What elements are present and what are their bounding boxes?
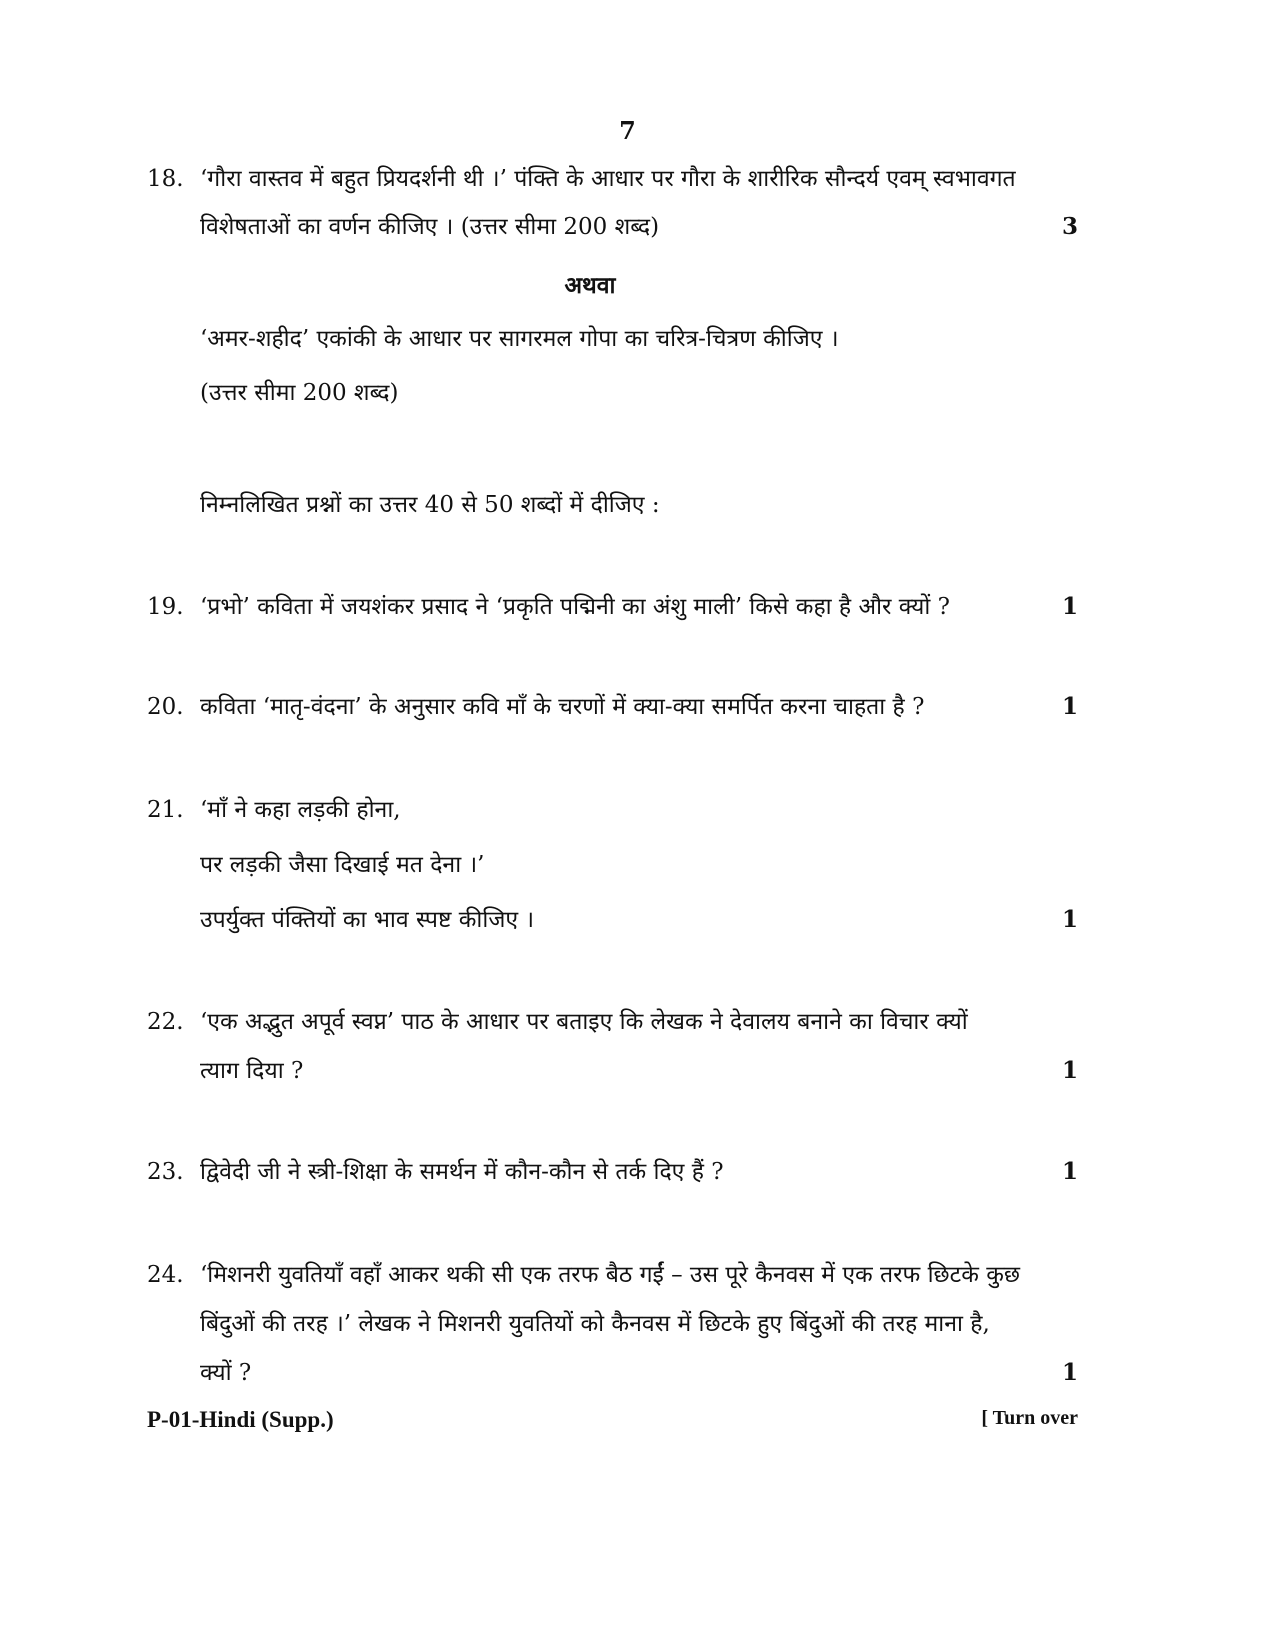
question-21-marks: 1 [1061, 906, 1078, 933]
question-18-alternative-line-2: (उत्तर सीमा 200 शब्द) [200, 380, 399, 406]
question-24-marks: 1 [1061, 1359, 1078, 1386]
question-21-line-2: पर लड़की जैसा दिखाई मत देना ।’ [200, 852, 485, 878]
question-24-line-3: क्यों ? [200, 1360, 252, 1386]
question-number-18: 18. [147, 166, 184, 192]
question-19-marks: 1 [1061, 593, 1078, 620]
question-22-line-2: त्याग दिया ? [200, 1058, 304, 1084]
turn-over-note: [ Turn over [981, 1407, 1078, 1429]
page-number: 7 [619, 116, 636, 145]
question-number-23: 23. [147, 1159, 184, 1185]
or-label: अथवा [564, 272, 616, 299]
question-number-22: 22. [147, 1009, 184, 1035]
question-24-line-2: बिंदुओं की तरह ।’ लेखक ने मिशनरी युवतियों को कैनवस में छिटके हुए बिंदुओं की तरह माना है, [200, 1311, 990, 1337]
paper-code: P-01-Hindi (Supp.) [147, 1407, 334, 1432]
question-18-alternative-line-1: ‘अमर-शहीद’ एकांकी के आधार पर सागरमल गोपा का चरित्र-चित्रण कीजिए । [200, 326, 839, 352]
question-number-19: 19. [147, 594, 184, 620]
question-number-21: 21. [147, 797, 184, 823]
question-20-line-1: कविता ‘मातृ-वंदना’ के अनुसार कवि माँ के चरणों में क्या-क्या समर्पित करना चाहता है ? [200, 694, 925, 720]
section-instruction: निम्नलिखित प्रश्नों का उत्तर 40 से 50 शब्दों में दीजिए : [200, 492, 660, 518]
question-19-line-1: ‘प्रभो’ कविता में जयशंकर प्रसाद ने ‘प्रकृति पद्मिनी का अंशु माली’ किसे कहा है और क्यों ? [200, 594, 950, 620]
question-number-20: 20. [147, 694, 184, 720]
question-23-line-1: द्विवेदी जी ने स्त्री-शिक्षा के समर्थन में कौन-कौन से तर्क दिए हैं ? [200, 1159, 724, 1185]
question-23-marks: 1 [1061, 1158, 1078, 1185]
question-21-line-3: उपर्युक्त पंक्तियों का भाव स्पष्ट कीजिए । [200, 907, 535, 933]
question-22-marks: 1 [1061, 1057, 1078, 1084]
question-22-line-1: ‘एक अद्भुत अपूर्व स्वप्न’ पाठ के आधार पर बताइए कि लेखक ने देवालय बनाने का विचार क्यों [200, 1009, 968, 1035]
question-18-marks: 3 [1061, 213, 1078, 240]
question-24-line-1: ‘मिशनरी युवतियाँ वहाँ आकर थकी सी एक तरफ बैठ गईं – उस पूरे कैनवस में एक तरफ छिटके कुछ [200, 1262, 1021, 1288]
question-20-marks: 1 [1061, 693, 1078, 720]
question-18-line-1: ‘गौरा वास्तव में बहुत प्रियदर्शनी थी ।’ पंक्ति के आधार पर गौरा के शारीरिक सौन्दर्य एवम् स्वभावगत [200, 166, 1016, 192]
question-18-line-2: विशेषताओं का वर्णन कीजिए । (उत्तर सीमा 200 शब्द) [200, 214, 660, 240]
question-number-24: 24. [147, 1262, 184, 1288]
question-21-line-1: ‘माँ ने कहा लड़की होना, [200, 797, 401, 823]
